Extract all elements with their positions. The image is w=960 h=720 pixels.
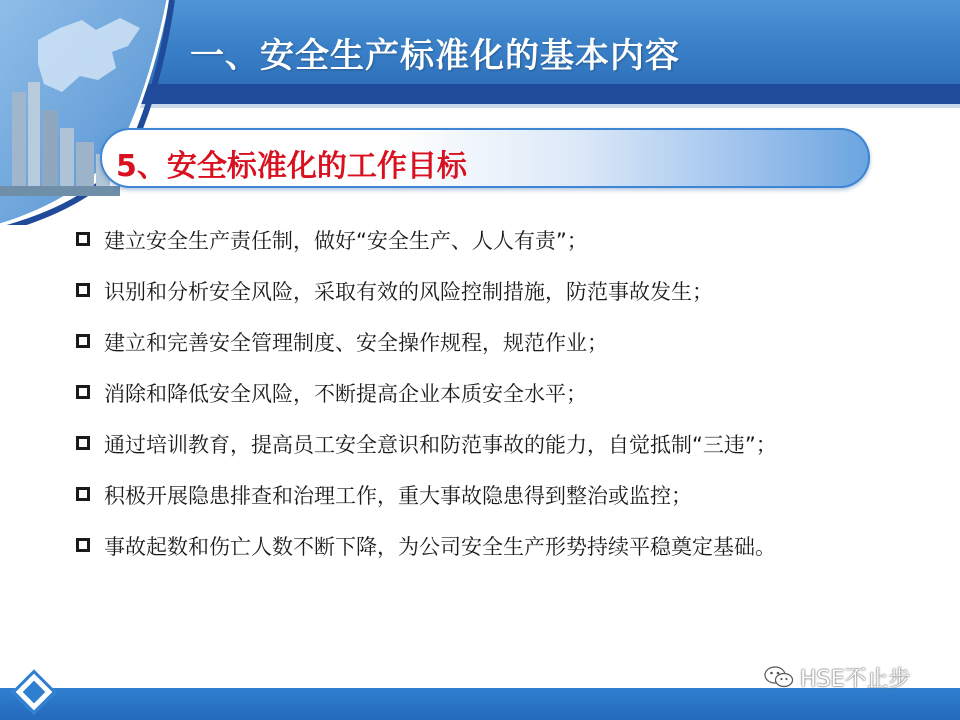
section-subtitle: 5、安全标准化的工作目标 <box>116 149 467 184</box>
list-item <box>76 327 777 378</box>
list-item <box>76 276 777 327</box>
square-bullet-icon <box>76 385 90 399</box>
list-item-text: 通过培训教育，提高员工安全意识和防范事故的能力，自觉抵制“三违”； <box>104 433 777 457</box>
square-bullet-icon <box>76 487 90 501</box>
list-item-text: 积极开展隐患排查和治理工作，重大事故隐患得到整治或监控； <box>104 484 692 508</box>
list-item-text: 建立安全生产责任制，做好“安全生产、人人有责”； <box>104 229 588 253</box>
wechat-icon <box>764 665 794 689</box>
square-bullet-icon <box>76 232 90 246</box>
square-bullet-icon <box>76 538 90 552</box>
list-item <box>76 378 777 429</box>
footer-band <box>0 688 960 720</box>
slide-title: 一、安全生产标准化的基本内容 <box>190 36 680 76</box>
corner-decoration <box>0 0 200 225</box>
square-bullet-icon <box>76 436 90 450</box>
watermark-text: HSE不止步 <box>800 666 911 692</box>
list-item-text: 消除和降低安全风险，不断提高企业本质安全水平； <box>104 382 587 406</box>
list-item <box>76 531 777 582</box>
list-item-text: 事故起数和伤亡人数不断下降，为公司安全生产形势持续平稳奠定基础。 <box>104 535 776 559</box>
list-item <box>76 480 777 531</box>
list-item-text: 识别和分析安全风险，采取有效的风险控制措施，防范事故发生； <box>104 280 713 304</box>
list-item <box>76 225 777 276</box>
watermark <box>764 662 910 692</box>
goal-list <box>76 225 777 582</box>
square-bullet-icon <box>76 283 90 297</box>
list-item <box>76 429 777 480</box>
square-bullet-icon <box>76 334 90 348</box>
list-item-text: 建立和完善安全管理制度、安全操作规程，规范作业； <box>104 331 608 355</box>
